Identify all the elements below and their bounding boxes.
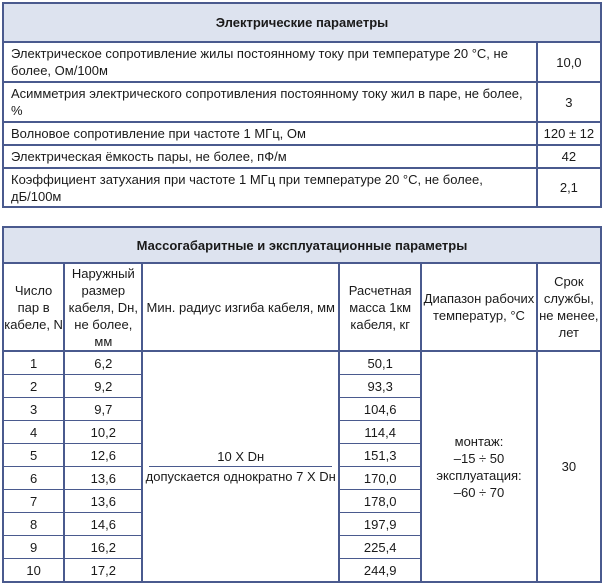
cell-weight: 170,0 — [339, 467, 421, 490]
table-row — [3, 122, 601, 145]
cell-life: 30 — [537, 351, 601, 582]
cell-pairs: 6 — [3, 467, 64, 490]
cell-weight: 151,3 — [339, 444, 421, 467]
temp-mount-label: монтаж: — [454, 433, 504, 449]
cell-weight: 178,0 — [339, 490, 421, 513]
param-label: Электрическая ёмкость пары, не более, пФ/м — [3, 145, 537, 168]
cell-weight: 104,6 — [339, 398, 421, 421]
electrical-parameters-table — [2, 2, 602, 208]
cell-weight: 93,3 — [339, 375, 421, 398]
cell-radius — [142, 351, 339, 582]
cell-pairs: 10 — [3, 559, 64, 583]
header-pairs: Число пар в кабеле, N — [3, 263, 64, 351]
table-row — [3, 145, 601, 168]
cell-pairs: 7 — [3, 490, 64, 513]
cell-weight: 114,4 — [339, 421, 421, 444]
cell-weight: 197,9 — [339, 513, 421, 536]
cell-diameter: 13,6 — [64, 467, 142, 490]
cell-weight: 225,4 — [339, 536, 421, 559]
cell-diameter: 16,2 — [64, 536, 142, 559]
header-life: Срок службы, не менее, лет — [537, 263, 601, 351]
table-row — [3, 168, 601, 207]
electrical-table-title: Электрические параметры — [3, 3, 601, 42]
cell-weight: 50,1 — [339, 351, 421, 375]
cell-pairs: 2 — [3, 375, 64, 398]
param-label: Электрическое сопротивление жилы постоянному току при температуре 20 °С, не более, Ом/100м — [3, 42, 537, 82]
header-diameter: Наружный размер кабеля, Dн, не более, мм — [64, 263, 142, 351]
cell-pairs: 1 — [29, 355, 38, 371]
param-value: 2,1 — [537, 168, 601, 207]
cell-diameter: 9,2 — [64, 375, 142, 398]
cell-diameter: 9,7 — [64, 398, 142, 421]
header-temp: Диапазон рабочих температур, °С — [421, 263, 536, 351]
param-label: Асимметрия электрического сопротивления постоянному току жил в паре, не более, % — [3, 82, 537, 122]
header-row — [3, 263, 601, 351]
radius-alt: допускается однократно 7 Х Dн — [145, 469, 336, 484]
cell-temp — [421, 351, 536, 582]
radius-main: 10 Х Dн — [149, 448, 332, 467]
cell-diameter: 14,6 — [64, 513, 142, 536]
temp-use-label: эксплуатация: — [436, 467, 522, 483]
temp-mount-range: –15 ÷ 50 — [453, 450, 505, 466]
cell-diameter: 12,6 — [64, 444, 142, 467]
cell-pairs: 9 — [3, 536, 64, 559]
temp-use-range: –60 ÷ 70 — [453, 484, 505, 500]
header-radius: Мин. радиус изгиба кабеля, мм — [142, 263, 339, 351]
cell-diameter: 13,6 — [64, 490, 142, 513]
cell-diameter: 17,2 — [64, 559, 142, 583]
param-label: Коэффициент затухания при частоте 1 МГц при температуре 20 °С, не более, дБ/100м — [3, 168, 537, 207]
cell-pairs: 4 — [3, 421, 64, 444]
table-row — [3, 82, 601, 122]
param-value: 3 — [537, 82, 601, 122]
cell-pairs: 8 — [3, 513, 64, 536]
cell-diameter: 10,2 — [64, 421, 142, 444]
header-weight: Расчетная масса 1км кабеля, кг — [339, 263, 421, 351]
mass-table-title: Массогабаритные и эксплуатационные параметры — [3, 227, 601, 263]
cell-diameter: 6,2 — [64, 351, 142, 375]
cell-pairs: 3 — [3, 398, 64, 421]
param-value: 10,0 — [537, 42, 601, 82]
mass-operational-parameters-table — [2, 226, 602, 583]
cell-pairs: 5 — [3, 444, 64, 467]
cell-weight: 244,9 — [339, 559, 421, 583]
table-row — [3, 42, 601, 82]
table-row — [3, 351, 601, 375]
param-value: 120 ± 12 — [537, 122, 601, 145]
param-value: 42 — [537, 145, 601, 168]
param-label: Волновое сопротивление при частоте 1 МГц, Ом — [3, 122, 537, 145]
